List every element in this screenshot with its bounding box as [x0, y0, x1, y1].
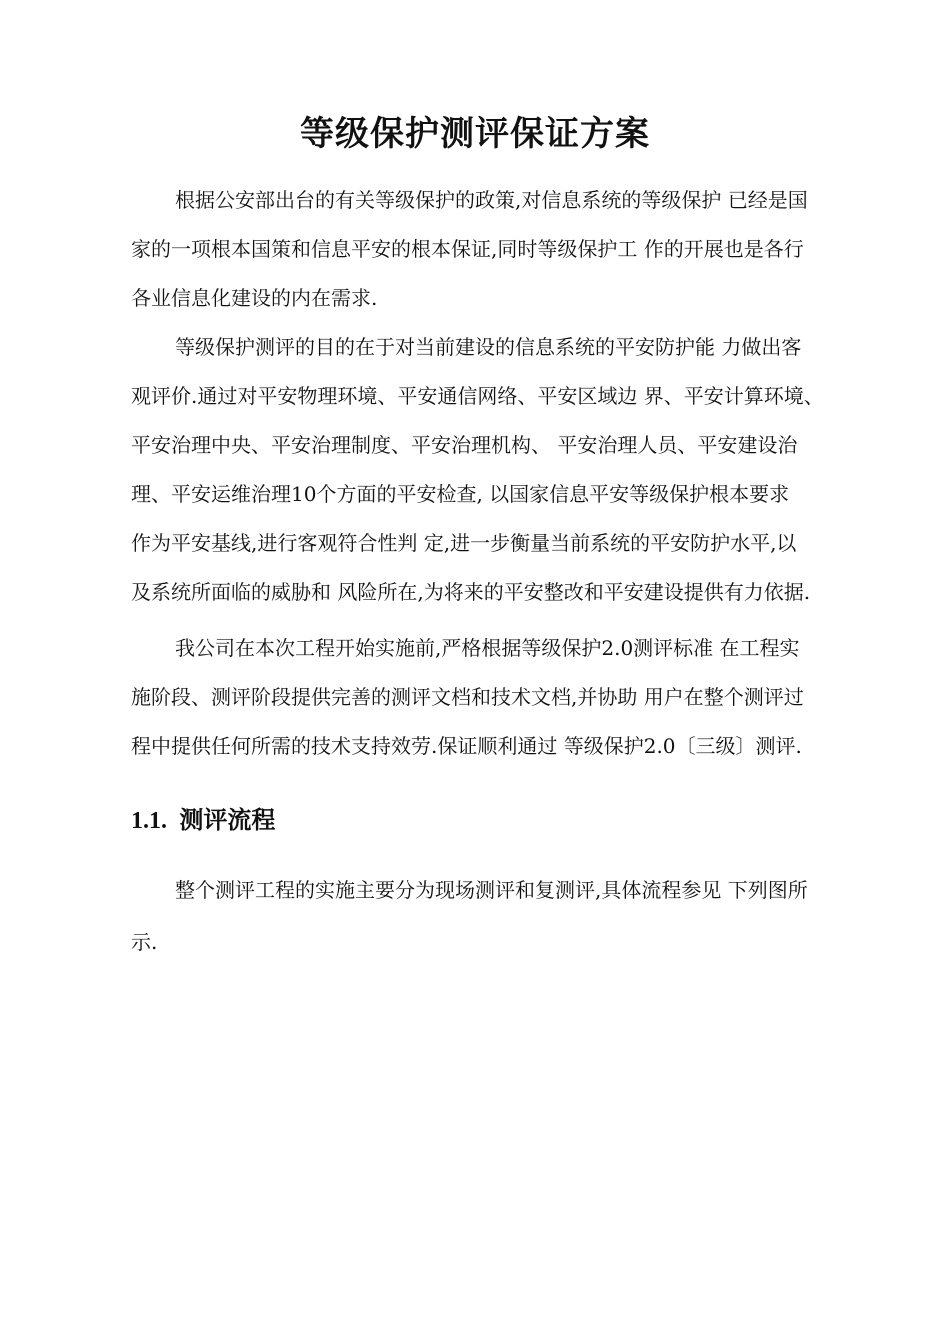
paragraph-intro [131, 176, 825, 323]
paragraph-line: 程中提供任何所需的技术支持效劳.保证顺利通过 等级保护2.0〔三级〕测评. [131, 734, 802, 758]
section-number: 1.1. [131, 808, 167, 834]
section-title: 测评流程 [179, 806, 276, 834]
paragraph-purpose [131, 323, 825, 617]
document-title: 等级保护测评保证方案 [300, 114, 650, 154]
paragraph-line: 平安治理中央、平安治理制度、平安治理机构、 平安治理人员、平安建设治 [131, 433, 798, 457]
paragraph-process [131, 864, 825, 968]
paragraph-line: 各业信息化建设的内在需求. [131, 286, 378, 310]
paragraph-line: 根据公安部出台的有关等级保护的政策,对信息系统的等级保护 已经是国 [175, 188, 808, 212]
section-heading [131, 800, 275, 841]
paragraph-line: 理、平安运维治理10个方面的平安检查, 以国家信息平安等级保护根本要求 [131, 482, 790, 506]
paragraph-line: 整个测评工程的实施主要分为现场测评和复测评,具体流程参见 下列图所 [175, 878, 808, 902]
paragraph-line: 家的一项根本国策和信息平安的根本保证,同时等级保护工 作的开展也是各行 [131, 237, 804, 261]
paragraph-commitment [131, 624, 825, 771]
paragraph-line: 观评价.通过对平安物理环境、平安通信网络、平安区域边 界、平安计算环境、 [131, 384, 824, 408]
paragraph-line: 等级保护测评的目的在于对当前建设的信息系统的平安防护能 力做出客 [175, 335, 802, 359]
paragraph-line: 施阶段、测评阶段提供完善的测评文档和技术文档,并协助 用户在整个测评过 [131, 685, 804, 709]
paragraph-line: 示. [131, 930, 158, 954]
paragraph-line: 我公司在本次工程开始实施前,严格根据等级保护2.0测评标准 在工程实 [175, 636, 800, 660]
paragraph-line: 作为平安基线,进行客观符合性判 定,进一步衡量当前系统的平安防护水平,以 [131, 531, 797, 555]
paragraph-line: 及系统所面临的威胁和 风险所在,为将来的平安整改和平安建设提供有力依据. [131, 580, 811, 604]
